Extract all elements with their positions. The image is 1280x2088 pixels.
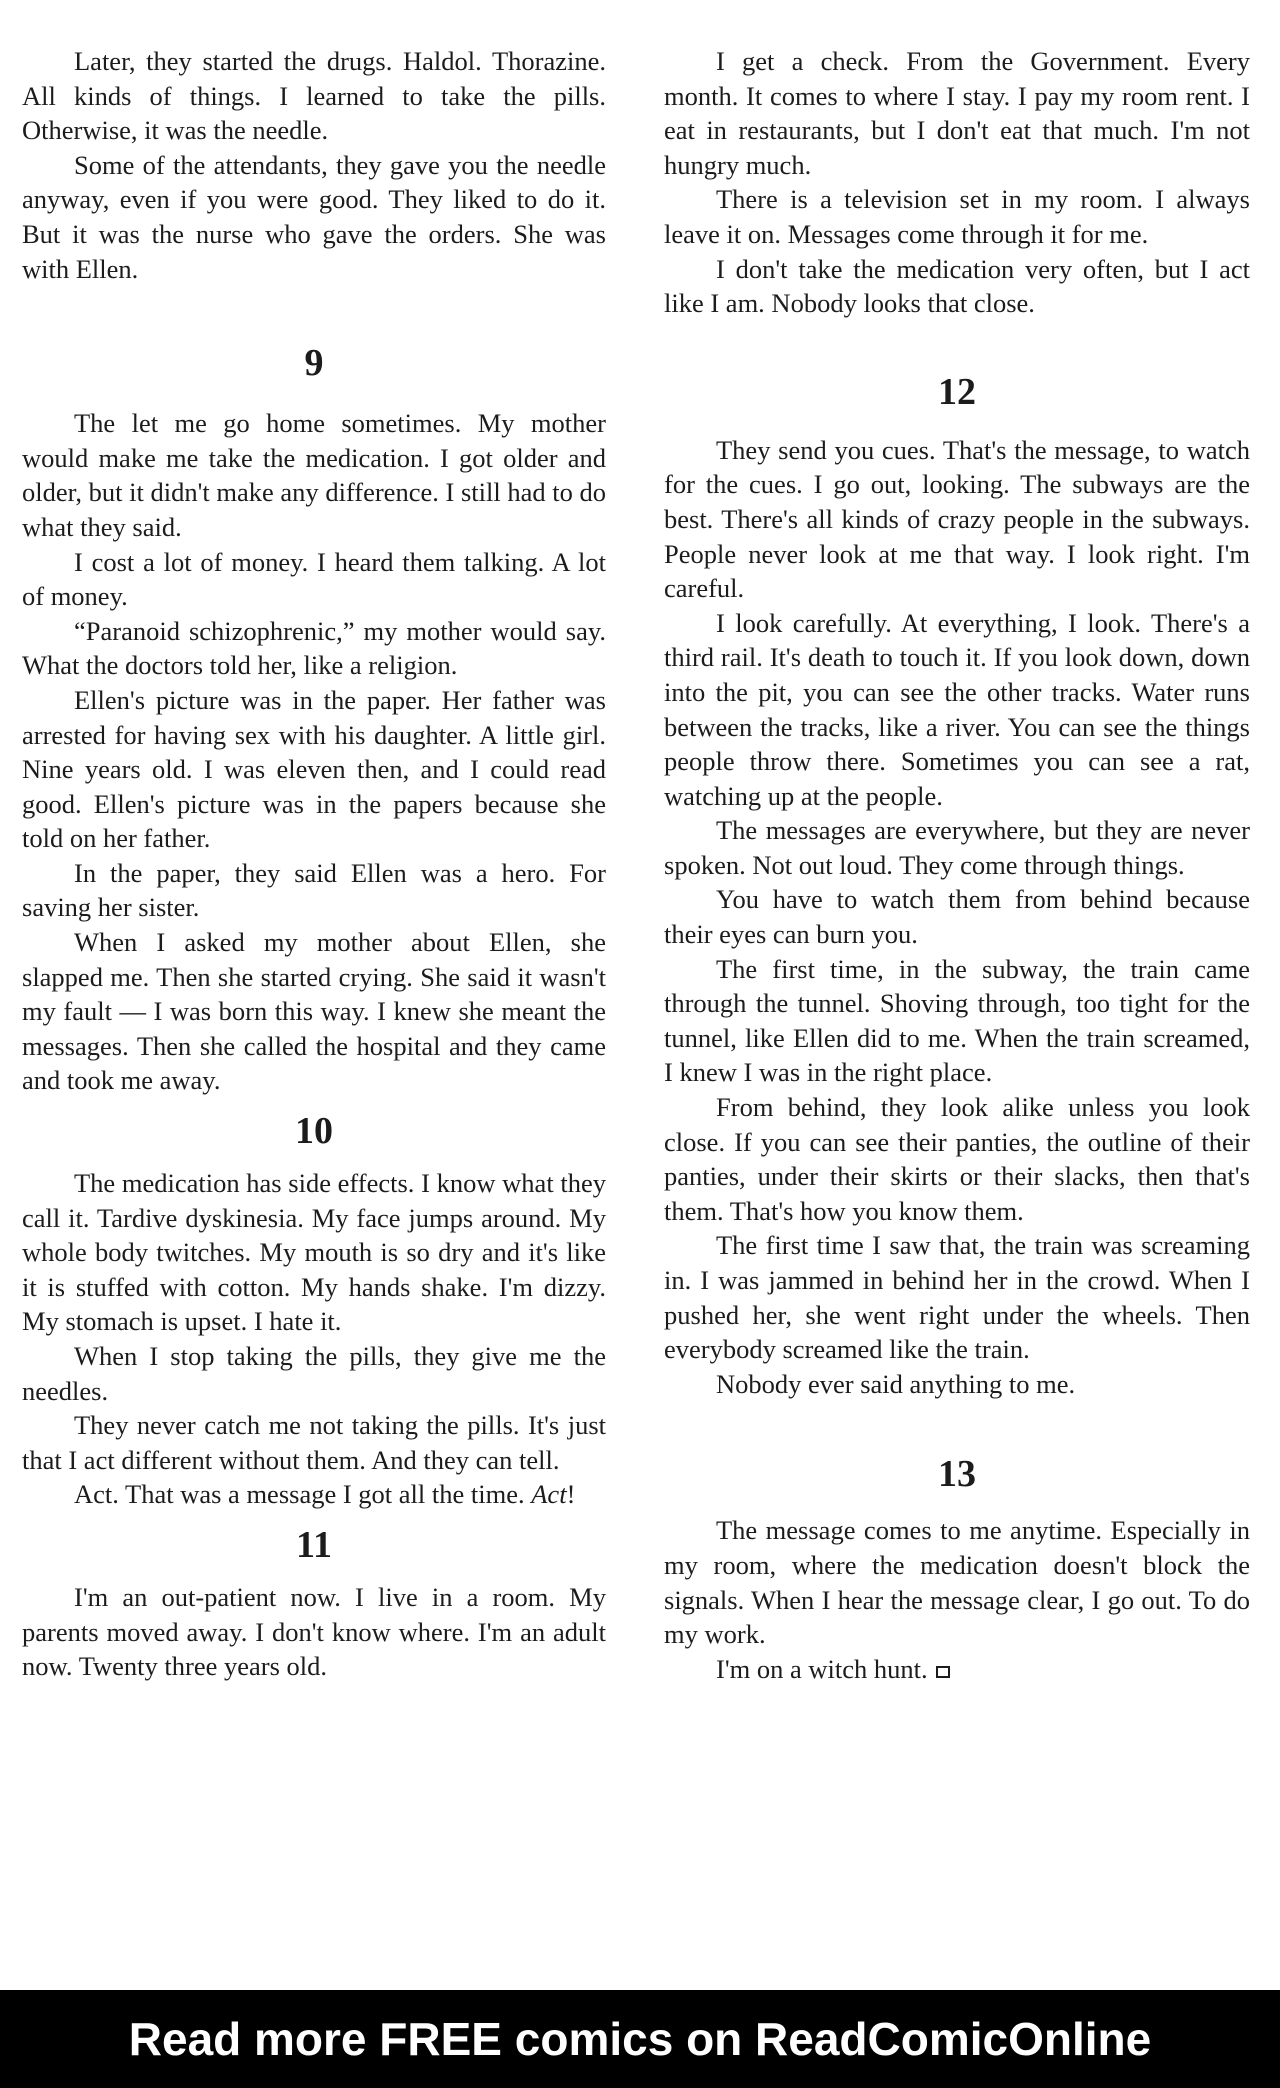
paragraph: When I stop taking the pills, they give me the needles. <box>22 1341 606 1406</box>
paragraph: Some of the attendants, they gave you the needle anyway, even if you were good. They liked to do it. But it was the nurse who gave the orders. She was with Ellen. <box>22 149 606 284</box>
paragraph: From behind, they look alike unless you look close. If you can see their panties, the outline of their panties, under their skirts or their slacks, then that's them. That's how you know them. <box>664 1092 1250 1226</box>
paragraph: The first time, in the subway, the train came through the tunnel. Shoving through, too tight for the tunnel, like Ellen did to me. When the train screamed, I knew I was in the right place. <box>664 953 1250 1088</box>
paragraph: Ellen's picture was in the paper. Her father was arrested for having sex with his daughter. A little girl. Nine years old. I was eleven then, and I could read good. Ellen's picture was in the papers because she told on her father. <box>22 684 606 854</box>
paragraph: The let me go home sometimes. My mother would make me take the medication. I got older and older, but it didn't make any difference. I still had to do what they said. <box>22 408 606 542</box>
paragraph: I cost a lot of money. I heard them talking. A lot of money. <box>22 546 606 612</box>
paragraph: The messages are everywhere, but they are never spoken. Not out loud. They come through things. <box>664 815 1250 880</box>
paragraph: In the paper, they said Ellen was a hero. For saving her sister. <box>22 857 606 923</box>
paragraph-text: Act. That was a message I got all the time. <box>74 1479 532 1510</box>
paragraph: The medication has side effects. I know what they call it. Tardive dyskinesia. My face jumps around. My whole body twitches. My mouth is so dry and it's like it is stuffed with cotton. My hands shake. I'm dizzy. My stomach is upset. I hate it. <box>22 1168 606 1337</box>
paragraph: “Paranoid schizophrenic,” my mother would say. What the doctors told her, like a religion. <box>22 615 606 681</box>
promo-banner-link[interactable]: Read more FREE comics on ReadComicOnline <box>0 1990 1280 2088</box>
section-heading-11: 11 <box>296 1523 332 1566</box>
paragraph: They send you cues. That's the message, to watch for the cues. I go out, looking. The subways are the best. There's all kinds of crazy people in the subways. People never look at me that way. I look right. I'm careful. <box>664 434 1250 604</box>
section-heading-9: 9 <box>304 342 324 385</box>
paragraph: I'm an out-patient now. I live in a room. My parents moved away. I don't know where. I'm an adult now. Twenty three years old. <box>22 1581 606 1682</box>
paragraph: I get a check. From the Government. Every month. It comes to where I stay. I pay my room rent. I eat in restaurants, but I don't eat that much. I'm not hungry much. <box>664 46 1250 180</box>
paragraph: The message comes to me anytime. Especially in my room, where the medication doesn't block the signals. When I hear the message clear, I go out. To do my work. <box>664 1515 1250 1650</box>
paragraph: There is a television set in my room. I always leave it on. Messages come through it for me. <box>664 184 1250 249</box>
paragraph: When I asked my mother about Ellen, she slapped me. Then she started crying. She said it wasn't my fault — I was born this way. I knew she meant the messages. Then she called the hospital and they came and took me away. <box>22 927 606 1096</box>
paragraph: You have to watch them from behind because their eyes can burn you. <box>664 884 1250 950</box>
paragraph: I don't take the medication very often, but I act like I am. Nobody looks that close. <box>664 253 1250 319</box>
paragraph-end: ! <box>566 1479 576 1510</box>
paragraph-act <box>22 1477 606 1512</box>
section-heading-13: 13 <box>938 1453 976 1496</box>
emphasis-act: Act <box>531 1479 567 1510</box>
right-column <box>664 44 1250 1686</box>
paragraph-text: I'm on a witch hunt. <box>716 1653 928 1684</box>
paragraph: I look carefully. At everything, I look. There's a third rail. It's death to touch it. If you look down, down into the pit, you can see the other tracks. Water runs between the tracks, like a river. You can see the things people throw there. Sometimes you can see a rat, watching up at the people. <box>664 607 1250 811</box>
end-of-story-box-icon <box>936 1666 950 1678</box>
left-column <box>22 44 606 1684</box>
section-heading-10: 10 <box>295 1110 333 1153</box>
paragraph: They never catch me not taking the pills. It's just that I act different without them. And they can tell. <box>22 1410 606 1475</box>
paragraph-final <box>664 1652 1250 1687</box>
paragraph: The first time I saw that, the train was screaming in. I was jammed in behind her in the crowd. When I pushed her, she went right under the wheels. Then everybody screamed like the train. <box>664 1230 1250 1365</box>
paragraph: Later, they started the drugs. Haldol. Thorazine. All kinds of things. I learned to take the pills. Otherwise, it was the needle. <box>22 46 606 146</box>
section-heading-12: 12 <box>938 370 976 413</box>
paragraph: Nobody ever said anything to me. <box>716 1368 1076 1399</box>
